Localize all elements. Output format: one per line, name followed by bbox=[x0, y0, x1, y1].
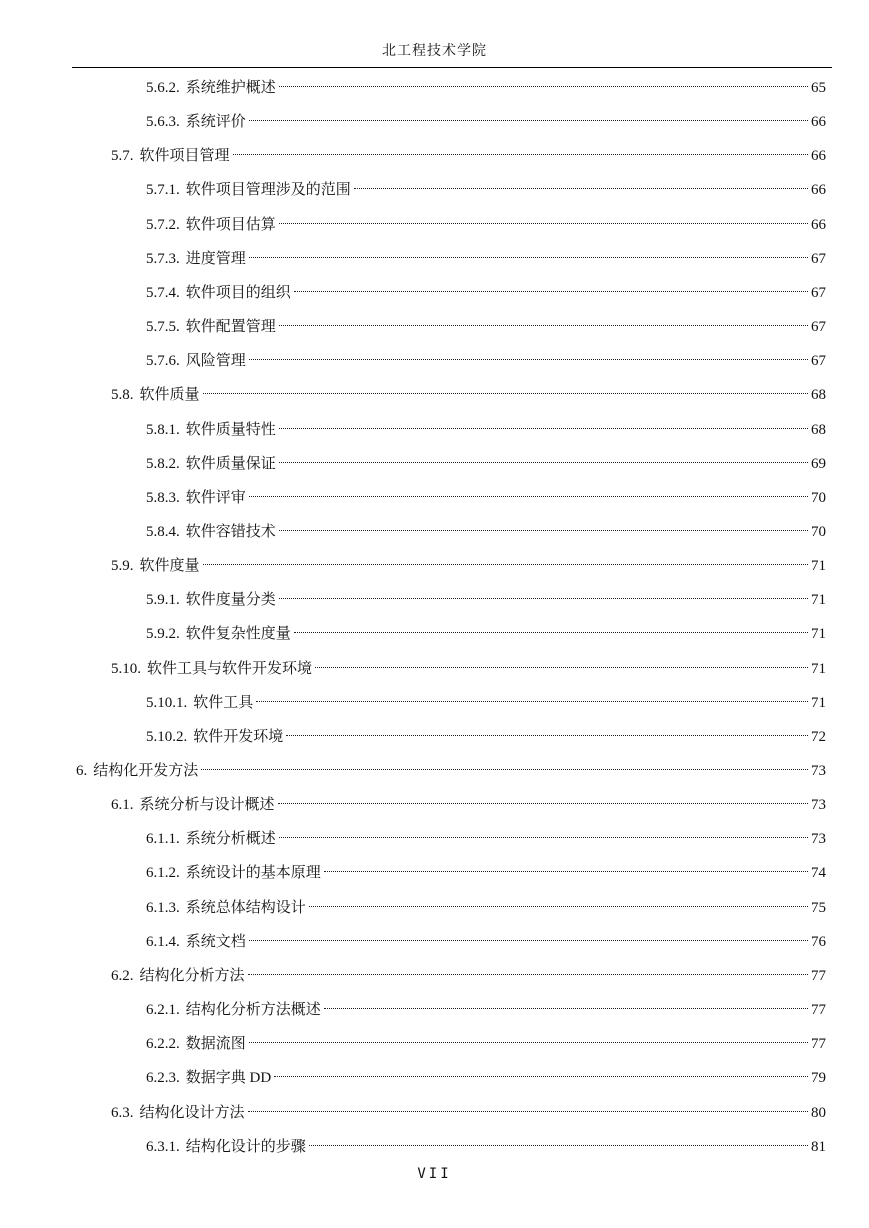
toc-entry[interactable] bbox=[111, 554, 826, 578]
toc-entry-page: 71 bbox=[811, 660, 826, 677]
toc-entry-number: 5.8.3. bbox=[146, 489, 180, 506]
toc-entry-page: 68 bbox=[811, 387, 826, 404]
toc-entry-title: 结构化设计方法 bbox=[139, 1104, 245, 1121]
dot-leader bbox=[309, 1145, 808, 1146]
toc-entry-number: 5.7.1. bbox=[146, 182, 180, 199]
toc-entry-title: 系统设计的基本原理 bbox=[185, 865, 321, 882]
toc-entry-title: 软件质量保证 bbox=[185, 455, 276, 472]
toc-entry-page: 79 bbox=[811, 1070, 826, 1087]
toc-entry-number: 5.7. bbox=[111, 148, 134, 165]
dot-leader bbox=[286, 735, 808, 736]
toc-entry-page: 80 bbox=[811, 1104, 826, 1121]
dot-leader bbox=[279, 530, 808, 531]
toc-entry-page: 76 bbox=[811, 933, 826, 950]
toc-entry[interactable] bbox=[146, 1135, 826, 1159]
toc-entry-page: 77 bbox=[811, 1002, 826, 1019]
dot-leader bbox=[256, 701, 808, 702]
toc-entry-page: 73 bbox=[811, 797, 826, 814]
dot-leader bbox=[249, 940, 808, 941]
toc-entry[interactable] bbox=[146, 349, 826, 373]
toc-entry-page: 77 bbox=[811, 967, 826, 984]
toc-entry-page: 67 bbox=[811, 284, 826, 301]
toc-entry-number: 5.7.2. bbox=[146, 216, 180, 233]
toc-entry-title: 软件项目管理 bbox=[139, 148, 230, 165]
dot-leader bbox=[249, 496, 808, 497]
toc-entry[interactable] bbox=[146, 486, 826, 510]
toc-entry[interactable] bbox=[111, 793, 826, 817]
toc-entry-number: 6.3. bbox=[111, 1104, 134, 1121]
toc-entry[interactable] bbox=[146, 1032, 826, 1056]
toc-entry[interactable] bbox=[146, 622, 826, 646]
toc-entry[interactable] bbox=[146, 247, 826, 271]
toc-entry-title: 软件配置管理 bbox=[185, 319, 276, 336]
toc-entry-page: 66 bbox=[811, 182, 826, 199]
dot-leader bbox=[279, 837, 808, 838]
dot-leader bbox=[203, 564, 808, 565]
dot-leader bbox=[279, 462, 808, 463]
dot-leader bbox=[324, 871, 808, 872]
toc-entry[interactable] bbox=[146, 896, 826, 920]
toc-entry-number: 5.7.3. bbox=[146, 250, 180, 267]
toc-entry[interactable] bbox=[111, 1101, 826, 1125]
toc-entry-number: 5.9.2. bbox=[146, 626, 180, 643]
toc-entry-page: 72 bbox=[811, 728, 826, 745]
toc-entry-number: 5.8. bbox=[111, 387, 134, 404]
toc-entry[interactable] bbox=[111, 657, 826, 681]
toc-entry-page: 73 bbox=[811, 763, 826, 779]
toc-entry-page: 67 bbox=[811, 319, 826, 336]
toc-entry-number: 6.3.1. bbox=[146, 1138, 180, 1155]
toc-entry-title: 软件质量特性 bbox=[185, 421, 276, 438]
toc-entry-title: 软件开发环境 bbox=[193, 728, 284, 745]
toc-entry-page: 71 bbox=[811, 558, 826, 575]
toc-entry-number: 6. bbox=[76, 763, 88, 779]
toc-entry-page: 66 bbox=[811, 148, 826, 165]
toc-entry-title: 软件项目的组织 bbox=[185, 284, 291, 301]
toc-entry-page: 77 bbox=[811, 1036, 826, 1053]
page-header-title: 北工程技术学院 bbox=[382, 44, 487, 59]
toc-entry[interactable] bbox=[146, 315, 826, 339]
dot-leader bbox=[278, 803, 808, 804]
toc-entry[interactable] bbox=[111, 383, 826, 407]
toc-entry-number: 5.7.6. bbox=[146, 353, 180, 370]
toc-entry-number: 5.8.4. bbox=[146, 523, 180, 540]
toc-entry-number: 5.7.4. bbox=[146, 284, 180, 301]
toc-entry-number: 5.9. bbox=[111, 558, 134, 575]
toc-entry[interactable] bbox=[146, 827, 826, 851]
toc-entry[interactable] bbox=[146, 213, 826, 237]
toc-entry-page: 66 bbox=[811, 216, 826, 233]
toc-entry-page: 73 bbox=[811, 831, 826, 848]
toc-entry[interactable] bbox=[146, 178, 826, 202]
dot-leader bbox=[279, 428, 808, 429]
toc-entry[interactable] bbox=[146, 861, 826, 885]
toc-entry-page: 75 bbox=[811, 899, 826, 916]
dot-leader bbox=[294, 632, 808, 633]
toc-entry-title: 结构化设计的步骤 bbox=[185, 1138, 306, 1155]
toc-entry-title: 软件容错技术 bbox=[185, 523, 276, 540]
toc-entry-title: 结构化开发方法 bbox=[93, 763, 199, 779]
page-number: VII bbox=[417, 1166, 452, 1182]
toc-entry[interactable] bbox=[146, 1066, 826, 1090]
toc-entry[interactable] bbox=[146, 691, 826, 715]
toc-entry-number: 5.8.2. bbox=[146, 455, 180, 472]
toc-entry-number: 5.10.2. bbox=[146, 728, 188, 745]
toc-entry-page: 65 bbox=[811, 80, 826, 96]
toc-entry-number: 5.6.2. bbox=[146, 80, 180, 96]
dot-leader bbox=[279, 223, 808, 224]
toc-entry-number: 6.1.4. bbox=[146, 933, 180, 950]
dot-leader bbox=[233, 154, 808, 155]
toc-entry-title: 系统分析概述 bbox=[185, 831, 276, 848]
toc-entry-title: 系统总体结构设计 bbox=[185, 899, 306, 916]
dot-leader bbox=[249, 359, 808, 360]
toc-entry-page: 66 bbox=[811, 114, 826, 131]
toc-entry-number: 6.2.2. bbox=[146, 1036, 180, 1053]
dot-leader bbox=[324, 1008, 808, 1009]
toc-entry[interactable] bbox=[146, 520, 826, 544]
toc-entry[interactable] bbox=[146, 998, 826, 1022]
toc-entry-page: 70 bbox=[811, 489, 826, 506]
toc-entry-title: 进度管理 bbox=[185, 250, 246, 267]
toc-entry[interactable] bbox=[146, 76, 826, 100]
dot-leader bbox=[248, 974, 808, 975]
toc-entry-page: 68 bbox=[811, 421, 826, 438]
dot-leader bbox=[249, 1042, 808, 1043]
toc-entry-title: 数据字典 DD bbox=[185, 1070, 272, 1087]
dot-leader bbox=[201, 769, 808, 770]
toc-entry-title: 软件评审 bbox=[185, 489, 246, 506]
toc-entry[interactable] bbox=[146, 588, 826, 612]
toc-entry-number: 6.1.1. bbox=[146, 831, 180, 848]
toc-entry-number: 5.10.1. bbox=[146, 694, 188, 711]
toc-entry-page: 71 bbox=[811, 592, 826, 609]
toc-entry-number: 6.2.1. bbox=[146, 1002, 180, 1019]
toc-entry-title: 软件复杂性度量 bbox=[185, 626, 291, 643]
dot-leader bbox=[249, 120, 808, 121]
toc-entry-number: 5.9.1. bbox=[146, 592, 180, 609]
toc-entry-title: 系统分析与设计概述 bbox=[139, 797, 275, 814]
toc-entry-number: 5.6.3. bbox=[146, 114, 180, 131]
toc-entry[interactable] bbox=[146, 110, 826, 134]
dot-leader bbox=[354, 188, 808, 189]
toc-entry-title: 软件质量 bbox=[139, 387, 200, 404]
toc-entry[interactable] bbox=[111, 964, 826, 988]
toc-entry-page: 71 bbox=[811, 694, 826, 711]
toc-entry-number: 6.2. bbox=[111, 967, 134, 984]
dot-leader bbox=[279, 86, 808, 87]
toc-entry-title: 风险管理 bbox=[185, 353, 246, 370]
header-divider bbox=[72, 67, 832, 68]
toc-entry-number: 6.1.2. bbox=[146, 865, 180, 882]
toc-entry[interactable] bbox=[146, 281, 826, 305]
toc-entry-number: 5.10. bbox=[111, 660, 141, 677]
toc-entry-number: 5.8.1. bbox=[146, 421, 180, 438]
toc-entry-number: 6.1. bbox=[111, 797, 134, 814]
toc-entry-page: 74 bbox=[811, 865, 826, 882]
toc-entry-title: 软件度量 bbox=[139, 558, 200, 575]
toc-entry-title: 数据流图 bbox=[185, 1036, 246, 1053]
toc-entry-title: 系统文档 bbox=[185, 933, 246, 950]
toc-entry-title: 软件项目估算 bbox=[185, 216, 276, 233]
toc-entry-title: 结构化分析方法概述 bbox=[185, 1002, 321, 1019]
toc-entry[interactable] bbox=[146, 725, 826, 749]
dot-leader bbox=[249, 257, 808, 258]
toc-entry-page: 81 bbox=[811, 1138, 826, 1155]
dot-leader bbox=[203, 393, 808, 394]
toc-entry[interactable] bbox=[76, 759, 826, 783]
toc-entry-page: 67 bbox=[811, 353, 826, 370]
toc-entry-title: 结构化分析方法 bbox=[139, 967, 245, 984]
toc-entry[interactable] bbox=[111, 144, 826, 168]
toc-entry-number: 6.2.3. bbox=[146, 1070, 180, 1087]
toc-entry-title: 软件工具 bbox=[193, 694, 254, 711]
toc-entry-title: 软件度量分类 bbox=[185, 592, 276, 609]
dot-leader bbox=[309, 906, 808, 907]
toc-entry[interactable] bbox=[146, 418, 826, 442]
dot-leader bbox=[274, 1076, 808, 1077]
dot-leader bbox=[248, 1111, 808, 1112]
toc-entry-title: 软件项目管理涉及的范围 bbox=[185, 182, 351, 199]
dot-leader bbox=[279, 325, 808, 326]
toc-entry-title: 系统评价 bbox=[185, 114, 246, 131]
dot-leader bbox=[315, 667, 808, 668]
toc-entry[interactable] bbox=[146, 452, 826, 476]
dot-leader bbox=[279, 598, 808, 599]
toc-entry-title: 软件工具与软件开发环境 bbox=[147, 660, 313, 677]
toc-entry-number: 6.1.3. bbox=[146, 899, 180, 916]
toc-entry-number: 5.7.5. bbox=[146, 319, 180, 336]
dot-leader bbox=[294, 291, 808, 292]
toc-entry-page: 69 bbox=[811, 455, 826, 472]
toc-entry-page: 70 bbox=[811, 523, 826, 540]
toc-entry-title: 系统维护概述 bbox=[185, 80, 276, 96]
toc-entry[interactable] bbox=[146, 930, 826, 954]
toc-entry-page: 71 bbox=[811, 626, 826, 643]
toc-entry-page: 67 bbox=[811, 250, 826, 267]
